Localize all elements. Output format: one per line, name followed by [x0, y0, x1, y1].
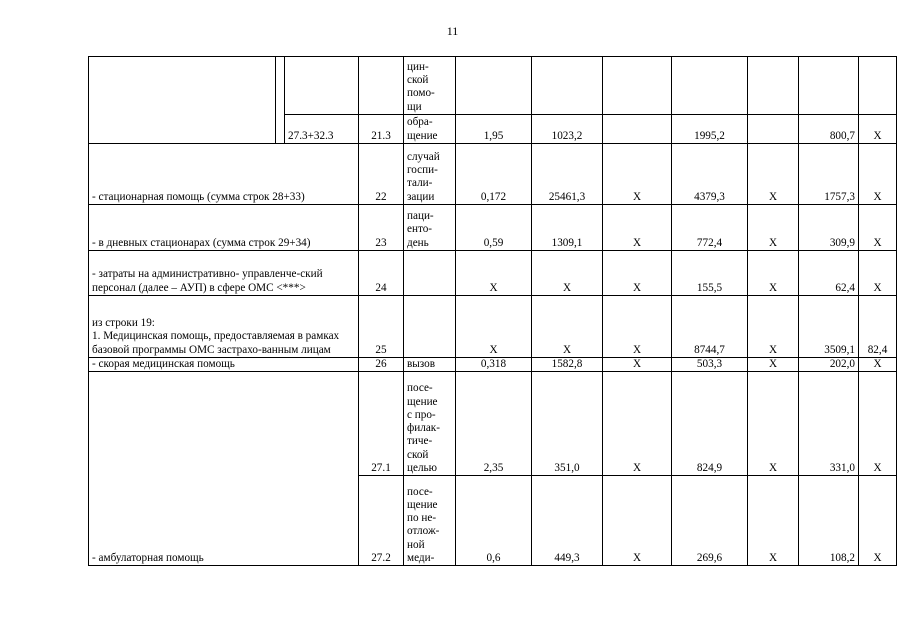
table-row — [89, 372, 897, 476]
table-cell-value: 108,2 — [799, 476, 859, 566]
table-cell-value: 8744,7 — [672, 296, 748, 358]
table-cell-value: X — [532, 296, 603, 358]
table-cell-value — [456, 57, 532, 115]
table-cell-line: 27.2 — [359, 476, 404, 566]
table-cell-value: X — [748, 372, 799, 476]
table-cell-name: - амбулаторная помощь — [89, 372, 359, 566]
table-row — [89, 144, 897, 205]
table-cell-line: 21.3 — [359, 115, 404, 144]
table-cell-value: 1023,2 — [532, 115, 603, 144]
table-cell-value: 1309,1 — [532, 205, 603, 251]
table-cell-value: X — [859, 476, 897, 566]
table-cell-value: X — [859, 115, 897, 144]
table-cell-value: X — [859, 251, 897, 296]
table-cell-value: X — [748, 205, 799, 251]
table-cell-name: - стационарная помощь (сумма строк 28+33) — [89, 144, 359, 205]
table-cell-value: 1,95 — [456, 115, 532, 144]
table-cell-value: 772,4 — [672, 205, 748, 251]
table-cell-value: 0,6 — [456, 476, 532, 566]
table-cell-value: X — [859, 358, 897, 372]
table-cell-value: X — [748, 296, 799, 358]
table-cell-value — [532, 57, 603, 115]
table-cell-unit: обра- щение — [404, 115, 456, 144]
table-cell-value: X — [748, 358, 799, 372]
table-cell-line: 25 — [359, 296, 404, 358]
table-cell-unit: случай госпи- тали- зации — [404, 144, 456, 205]
table-cell-value: 0,318 — [456, 358, 532, 372]
table-cell-name — [89, 57, 276, 144]
table-cell-line: 23 — [359, 205, 404, 251]
table-cell-value: X — [859, 372, 897, 476]
table-cell-line — [359, 57, 404, 115]
table-cell-line: 22 — [359, 144, 404, 205]
table-cell-value: X — [532, 251, 603, 296]
table-cell-unit: посе- щение с про- филак- тиче- ской целью — [404, 372, 456, 476]
table-cell-value: X — [603, 358, 672, 372]
table-cell-value: X — [456, 296, 532, 358]
table-cell-code: 27.3+32.3 — [285, 115, 359, 144]
table-cell-value: 62,4 — [799, 251, 859, 296]
table-cell-value: X — [748, 251, 799, 296]
table-cell-name: - затраты на административно- управленче-ский персонал (далее – АУП) в сфере ОМС <***> — [89, 251, 359, 296]
table-row — [89, 205, 897, 251]
table-cell-value: X — [603, 476, 672, 566]
table-row — [89, 358, 897, 372]
table-cell-value: X — [603, 296, 672, 358]
table-cell-name: - скорая медицинская помощь — [89, 358, 359, 372]
table-cell-value: 824,9 — [672, 372, 748, 476]
table-cell-unit — [404, 251, 456, 296]
table-cell-value: 25461,3 — [532, 144, 603, 205]
table-cell-value: 155,5 — [672, 251, 748, 296]
table-cell-code — [285, 57, 359, 115]
table-cell-value: 1757,3 — [799, 144, 859, 205]
table-cell-value — [799, 57, 859, 115]
table-cell-value: 269,6 — [672, 476, 748, 566]
table-cell-value — [603, 57, 672, 115]
financing-table — [88, 56, 897, 566]
table-cell-value — [748, 115, 799, 144]
table-cell-value — [672, 57, 748, 115]
table-cell-value: 82,4 — [859, 296, 897, 358]
table-cell-value: 0,172 — [456, 144, 532, 205]
table-row — [89, 296, 897, 358]
table-cell-name: - в дневных стационарах (сумма строк 29+34) — [89, 205, 359, 251]
table-cell-value: X — [859, 205, 897, 251]
table-cell-value: 1995,2 — [672, 115, 748, 144]
table-cell-value: 351,0 — [532, 372, 603, 476]
table-cell-unit: посе- щение по не- отлож- ной меди- — [404, 476, 456, 566]
table-cell-value — [859, 57, 897, 115]
table-cell-value: 800,7 — [799, 115, 859, 144]
table-cell-value: 309,9 — [799, 205, 859, 251]
table-cell-value — [748, 57, 799, 115]
table-cell-value: X — [603, 144, 672, 205]
table-cell-value: 202,0 — [799, 358, 859, 372]
table-cell-spacer — [276, 57, 285, 144]
page-number: 11 — [446, 24, 459, 38]
table-cell-value: X — [456, 251, 532, 296]
table-cell-unit: цин- ской помо- щи — [404, 57, 456, 115]
table-cell-value: X — [603, 251, 672, 296]
table-cell-line: 26 — [359, 358, 404, 372]
table-cell-value: X — [603, 372, 672, 476]
table-cell-value: X — [859, 144, 897, 205]
table-row — [89, 57, 897, 115]
table-cell-value: 2,35 — [456, 372, 532, 476]
table-cell-unit — [404, 296, 456, 358]
table-cell-unit: вызов — [404, 358, 456, 372]
table-cell-value: 0,59 — [456, 205, 532, 251]
table-cell-value: X — [748, 144, 799, 205]
table-cell-unit: паци- енто- день — [404, 205, 456, 251]
table-cell-name: из строки 19: 1. Медицинская помощь, предоставляемая в рамках базовой программы ОМС застрахо-ванным лицам — [89, 296, 359, 358]
table-cell-value: 3509,1 — [799, 296, 859, 358]
table-cell-value: 503,3 — [672, 358, 748, 372]
table-cell-value: 449,3 — [532, 476, 603, 566]
table-cell-value: X — [603, 205, 672, 251]
table-cell-value: 1582,8 — [532, 358, 603, 372]
table-cell-line: 24 — [359, 251, 404, 296]
table-row — [89, 251, 897, 296]
table-cell-value: 331,0 — [799, 372, 859, 476]
table-cell-value — [603, 115, 672, 144]
table-cell-line: 27.1 — [359, 372, 404, 476]
table-cell-value: X — [748, 476, 799, 566]
table-cell-value: 4379,3 — [672, 144, 748, 205]
